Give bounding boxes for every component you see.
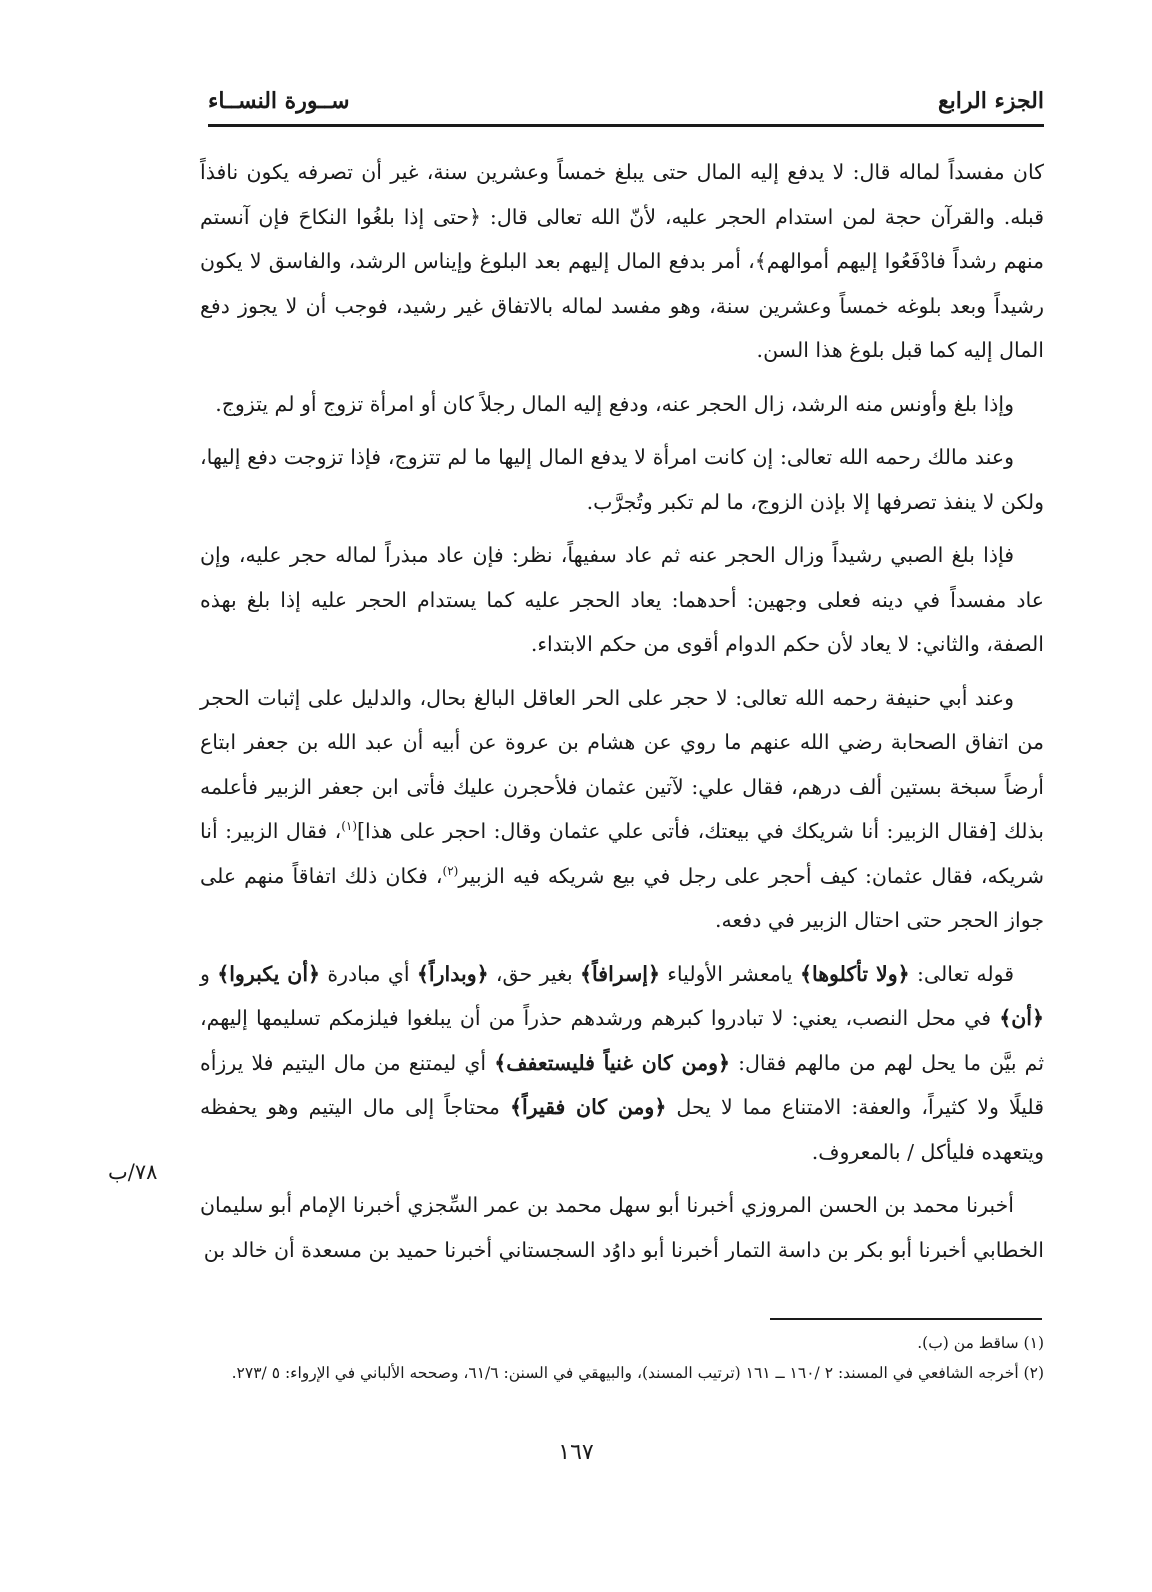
header-rule [208,124,1044,127]
text-run: و [200,961,218,986]
page-number: ١٦٧ [558,1440,594,1465]
text-run: أي ليمتنع من مال اليتيم فلا يرزأه قليلًا ولا كثيراً، والعفة: الامتناع مما لا يحل [200,1050,1044,1119]
quran-quote: ﴿ومن كان غنياً فليستعفف﴾ [494,1050,731,1075]
quran-quote: ﴿وبداراً﴾ [416,961,489,986]
footnote-rule [770,1318,1042,1320]
quran-quote: ﴿أن يكبروا﴾ [217,961,321,986]
header-surah-label: ســورة النســاء [208,88,350,114]
paragraph-3: وعند مالك رحمه الله تعالى: إن كانت امرأة لا يدفع المال إليها ما لم تتزوج، فإذا تزوجت دفع إليها، ولكن لا ينفذ تصرفها إلا بإذن الزوج، ما لم تكبر وتُجرَّب. [200,445,1044,514]
main-text [200,150,1044,1281]
paragraph-5-text-a: وعند أبي حنيفة رحمه الله تعالى: لا حجر على الحر العاقل البالغ بحال، والدليل على إثبات الحجر من اتفاق الصحابة رضي الله عنهم ما روي عن هشام بن عروة عن أبيه أن عبد الله بن جعفر ابتاع أرضاً سبخة بستين ألف درهم، فقال علي: لآتين عثمان فلأحجرن عليك فأتى ابن جعفر الزبير فأعلمه بذلك [فقال الزبير: أنا شريكك في بيعتك، فأتى علي عثمان وقال: احجر على هذا] [200,685,1044,843]
footnote-ref-1: (١) [341,819,358,834]
footnotes [200,1328,1044,1388]
paragraph-5-text-c: ، فكان ذلك اتفاقاً منهم على جواز الحجر حتى احتال الزبير في دفعه. [200,863,1044,932]
quran-quote: ﴿ومن كان فقيراً﴾ [509,1095,667,1119]
quran-quote: ﴿ولا تأكلوها﴾ [799,961,910,986]
footnote-1: (١) ساقط من (ب). [917,1334,1044,1352]
paragraph-2: وإذا بلغ وأونس منه الرشد، زال الحجر عنه، ودفع إليه المال رجلاً كان أو امرأة تزوج أو لم يتزوج. [215,391,1014,416]
paragraph-5-text-b: ، فقال الزبير: أنا شريكه، فقال عثمان: كيف أحجر على رجل في بيع شريكه فيه الزبير [200,819,1045,888]
header-part-label: الجزء الرابع [937,88,1044,114]
manuscript-folio-note: ٧٨/ب [108,1160,158,1184]
text-run: أي مبادرة [320,961,417,986]
paragraph-7: أخبرنا محمد بن الحسن المروزي أخبرنا أبو سهل محمد بن عمر السِّجزي أخبرنا الإمام أبو سليمان الخطابي أخبرنا أبو بكر بن داسة التمار أخبرنا أبو داوُد السجستاني أخبرنا حميد بن مسعدة أن خالد بن [200,1193,1044,1262]
text-run: قوله تعالى: [909,961,1014,986]
text-run: في محل النصب، يعني: لا تبادروا كبرهم ورشدهم حذراً من أن يبلغوا فيلزمكم تسليمها إليهم، ثم بيَّن ما يحل لهم من مالهم فقال: [200,1006,1045,1075]
footnote-ref-2: (٢) [442,863,459,878]
text-run: محتاجاً إلى مال اليتيم وهو يحفظه ويتعهده فليأكل / بالمعروف. [200,1095,1044,1164]
quran-quote: ﴿إسرافاً﴾ [580,961,660,986]
text-run: بغير حق، [488,961,581,986]
footnote-2: (٢) أخرجه الشافعي في المسند: ٢ /١٦٠ ــ ١٦١ (ترتيب المسند)، والبيهقي في السنن: ٦١/٦، وصححه الألباني في الإرواء: ٥ /٢٧٣. [231,1364,1044,1382]
paragraph-1: كان مفسداً لماله قال: لا يدفع إليه المال حتى يبلغ خمساً وعشرين سنة، غير أن تصرفه يكون نافذاً قبله. والقرآن حجة لمن استدام الحجر عليه، لأنّ الله تعالى قال: ﴿حتى إذا بلغُوا النكاحَ فإن آنستم منهم رشداً فادْفَعُوا إليهم أموالهم﴾، أمر بدفع المال إليهم بعد البلوغ وإيناس الرشد، والفاسق لا يكون رشيداً وبعد بلوغه خمساً وعشرين سنة، وهو مفسد لماله بالاتفاق غير رشيد، فوجب أن لا يجوز دفع المال إليه كما قبل بلوغ هذا السن. [200,160,1044,362]
text-run: يامعشر الأولياء [659,961,800,986]
paragraph-4: فإذا بلغ الصبي رشيداً وزال الحجر عنه ثم عاد سفيهاً، نظر: فإن عاد مبذراً لماله حجر عليه، وإن عاد مفسداً في دينه فعلى وجهين: أحدهما: يعاد الحجر عليه كما يستدام الحجر عليه إذا بلغ بهذه الصفة، والثاني: لا يعاد لأن حكم الدوام أقوى من حكم الابتداء. [200,543,1044,656]
running-header [208,82,1044,122]
quran-quote: ﴿أن﴾ [999,1006,1044,1030]
paragraph-5 [200,676,1044,943]
paragraph-6 [200,952,1044,1175]
